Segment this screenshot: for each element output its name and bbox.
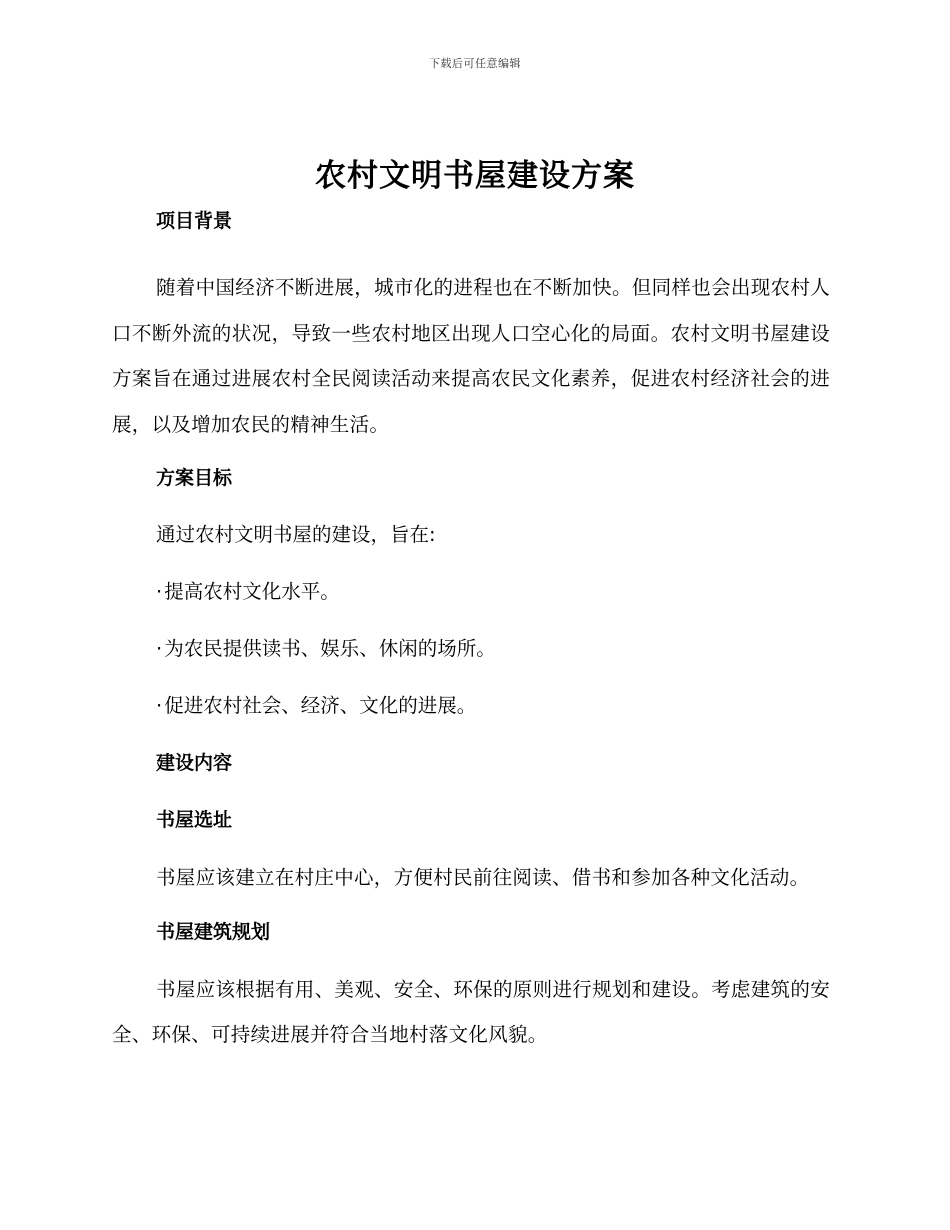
heading-goals: 方案目标 bbox=[156, 467, 233, 489]
goal-item-text: 提高农村文化水平。 bbox=[164, 580, 340, 603]
goal-item bbox=[112, 576, 830, 608]
bullet-dot: · bbox=[156, 694, 163, 717]
goal-item bbox=[112, 690, 830, 722]
header-note: 下载后可任意编辑 bbox=[429, 57, 521, 70]
paragraph-site: 书屋应该建立在村庄中心，方便村民前往阅读、借书和参加各种文化活动。 bbox=[156, 866, 810, 889]
paragraph-plan: 书屋应该根据有用、美观、安全、环保的原则进行规划和建设。考虑建筑的安全、环保、可持续进展并符合当地村落文化风貌。 bbox=[112, 977, 830, 1046]
document-title: 农村文明书屋建设方案 bbox=[315, 158, 635, 194]
heading-plan: 书屋建筑规划 bbox=[156, 920, 271, 943]
goal-item-text: 为农民提供读书、娱乐、休闲的场所。 bbox=[164, 637, 496, 660]
heading-background: 项目背景 bbox=[156, 210, 233, 232]
goal-item bbox=[112, 633, 830, 665]
bullet-dot: · bbox=[156, 580, 163, 603]
bullet-dot: · bbox=[156, 637, 163, 660]
goal-item-text: 促进农村社会、经济、文化的进展。 bbox=[164, 694, 477, 717]
paragraph-background: 随着中国经济不断进展，城市化的进程也在不断加快。但同样也会出现农村人口不断外流的状况，导致一些农村地区出现人口空心化的局面。农村文明书屋建设方案旨在通过进展农村全民阅读活动来提高农民文化素养，促进农村经济社会的进展，以及增加农民的精神生活。 bbox=[112, 276, 830, 436]
document-body bbox=[112, 205, 830, 1058]
heading-content: 建设内容 bbox=[156, 752, 233, 774]
goals-intro: 通过农村文明书屋的建设，旨在: bbox=[156, 523, 436, 546]
heading-site: 书屋选址 bbox=[156, 809, 233, 831]
